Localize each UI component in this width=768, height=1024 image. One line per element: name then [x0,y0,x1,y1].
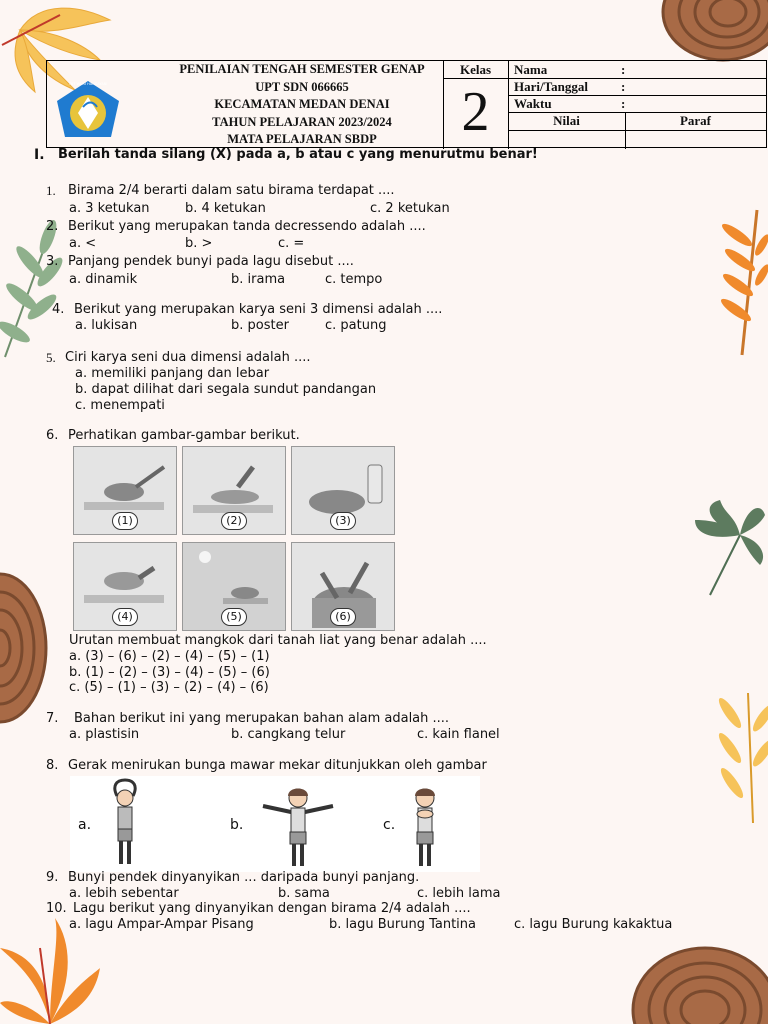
exam-header-table [46,60,767,148]
question-5-number: 5. [46,350,56,365]
question-6-option-b[interactable]: b. (1) – (2) – (3) – (4) – (5) – (6) [69,665,270,680]
school-name: UPT SDN 066665 [255,79,349,94]
question-7-option-c[interactable]: c. kain flanel [417,727,500,742]
question-4-number: 4. [52,302,65,317]
question-9-option-a[interactable]: a. lebih sebentar [69,886,179,901]
question-1-text: Birama 2/4 berarti dalam satu birama terdapat .... [68,183,395,198]
question-7-text: Bahan berikut ini yang merupakan bahan alam adalah .... [74,711,450,726]
step-label-6: (6) [330,608,356,626]
waktu-label: Waktu [514,96,552,111]
question-5-option-b[interactable]: b. dapat dilihat dari segala sundut pandangan [75,382,377,397]
paraf-label: Paraf [679,113,712,128]
question-7-number: 7. [46,711,59,726]
question-2-number: 2. [46,219,59,234]
question-4-option-c[interactable]: c. patung [325,318,387,333]
section-instruction: Berilah tanda silang (X) pada a, b atau c yang menurutmu benar! [58,147,538,162]
step-label-3: (3) [330,512,356,530]
child-arms-spread-figure [258,784,338,870]
question-10-option-b[interactable]: b. lagu Burung Tantina [329,917,476,932]
figure-option-a-label: a. [78,817,92,833]
nama-colon: : [621,62,626,77]
question-5-option-c[interactable]: c. menempati [75,398,165,413]
nama-label: Nama [514,62,548,77]
question-3-number: 3. [46,254,59,269]
question-1-option-c[interactable]: c. 2 ketukan [370,201,450,216]
hari-tanggal-label: Hari/Tanggal [514,79,588,94]
step-label-5: (5) [221,608,247,626]
orange-branch-right-decoration [712,205,768,360]
question-10-text: Lagu berikut yang dinyanyikan dengan birama 2/4 adalah .... [73,901,471,916]
question-6-option-a[interactable]: a. (3) – (6) – (2) – (4) – (5) – (1) [69,649,270,664]
question-9-number: 9. [46,870,59,885]
step-image-1 [73,446,177,535]
question-8-number: 8. [46,758,59,773]
question-10-option-c[interactable]: c. lagu Burung kakaktua [514,917,673,932]
step-label-4: (4) [112,608,138,626]
exam-title: PENILAIAN TENGAH SEMESTER GENAP [179,62,425,76]
wood-slice-bottom-right-decoration [630,930,768,1024]
question-7-option-a[interactable]: a. plastisin [69,727,140,742]
question-2-option-c[interactable]: c. = [278,236,305,251]
step-image-3 [291,446,395,535]
question-4-text: Berikut yang merupakan karya seni 3 dimensi adalah .... [74,302,443,317]
step-image-5 [182,542,286,631]
question-6-subtext: Urutan membuat mangkok dari tanah liat yang benar adalah .... [69,633,487,648]
step-image-4 [73,542,177,631]
rose-movement-figure [70,776,480,872]
school-year: TAHUN PELAJARAN 2023/2024 [212,114,392,129]
nilai-label: Nilai [553,113,580,128]
school-info [107,61,497,149]
orange-leaf-bottom-left-decoration [0,918,100,1024]
step-label-2: (2) [221,512,247,530]
district-name: KECAMATAN MEDAN DENAI [214,97,390,111]
question-4-option-b[interactable]: b. poster [231,318,289,333]
section-number: I. [34,147,45,163]
question-3-option-b[interactable]: b. irama [231,272,286,287]
question-7-option-b[interactable]: b. cangkang telur [231,727,346,742]
yellow-branch-right-decoration [708,688,768,828]
figure-option-b-label: b. [230,817,244,833]
question-2-option-a[interactable]: a. < [69,236,97,251]
green-leaf-right-decoration [690,495,768,600]
question-4-option-a[interactable]: a. lukisan [75,318,138,333]
question-1-option-a[interactable]: a. 3 ketukan [69,201,150,216]
question-3-option-a[interactable]: a. dinamik [69,272,138,287]
question-5-option-a[interactable]: a. memiliki panjang dan lebar [75,366,270,381]
child-hands-cupped-figure [405,784,445,870]
child-arms-over-head-figure [104,778,146,870]
hari-tanggal-colon: : [621,79,626,94]
question-6-text: Perhatikan gambar-gambar berikut. [68,428,300,443]
kelas-value: 2 [461,81,490,143]
logo-text: TUT WURI HANDAYANI [68,82,108,86]
subject-name: MATA PELAJARAN SBDP [227,132,377,146]
question-6-number: 6. [46,428,59,443]
waktu-colon: : [621,96,626,111]
question-9-text: Bunyi pendek dinyanyikan ... daripada bunyi panjang. [68,870,420,885]
question-3-option-c[interactable]: c. tempo [325,272,383,287]
question-2-option-b[interactable]: b. > [185,236,213,251]
question-6-option-c[interactable]: c. (5) – (1) – (3) – (2) – (4) – (6) [69,680,269,695]
question-8-text: Gerak menirukan bunga mawar mekar ditunjukkan oleh gambar [68,758,487,773]
clay-bowl-steps-figure [73,446,395,632]
question-9-option-c[interactable]: c. lebih lama [417,886,501,901]
step-label-1: (1) [112,512,138,530]
question-5-text: Ciri karya seni dua dimensi adalah .... [65,350,311,365]
figure-option-c-label: c. [383,817,396,833]
question-1-number: 1. [46,183,56,198]
question-10-option-a[interactable]: a. lagu Ampar-Ampar Pisang [69,917,254,932]
wood-slice-left-decoration [0,570,48,725]
question-1-option-b[interactable]: b. 4 ketukan [185,201,266,216]
green-leaf-left-decoration [0,212,65,362]
question-9-option-b[interactable]: b. sama [278,886,330,901]
step-image-2 [182,446,286,535]
kelas-label: Kelas [459,62,492,77]
question-2-text: Berikut yang merupakan tanda decressendo adalah .... [68,219,426,234]
question-3-text: Panjang pendek bunyi pada lagu disebut .... [68,254,354,269]
step-image-6 [291,542,395,631]
wood-slice-top-right-decoration [655,0,768,62]
question-10-number: 10. [46,901,67,916]
